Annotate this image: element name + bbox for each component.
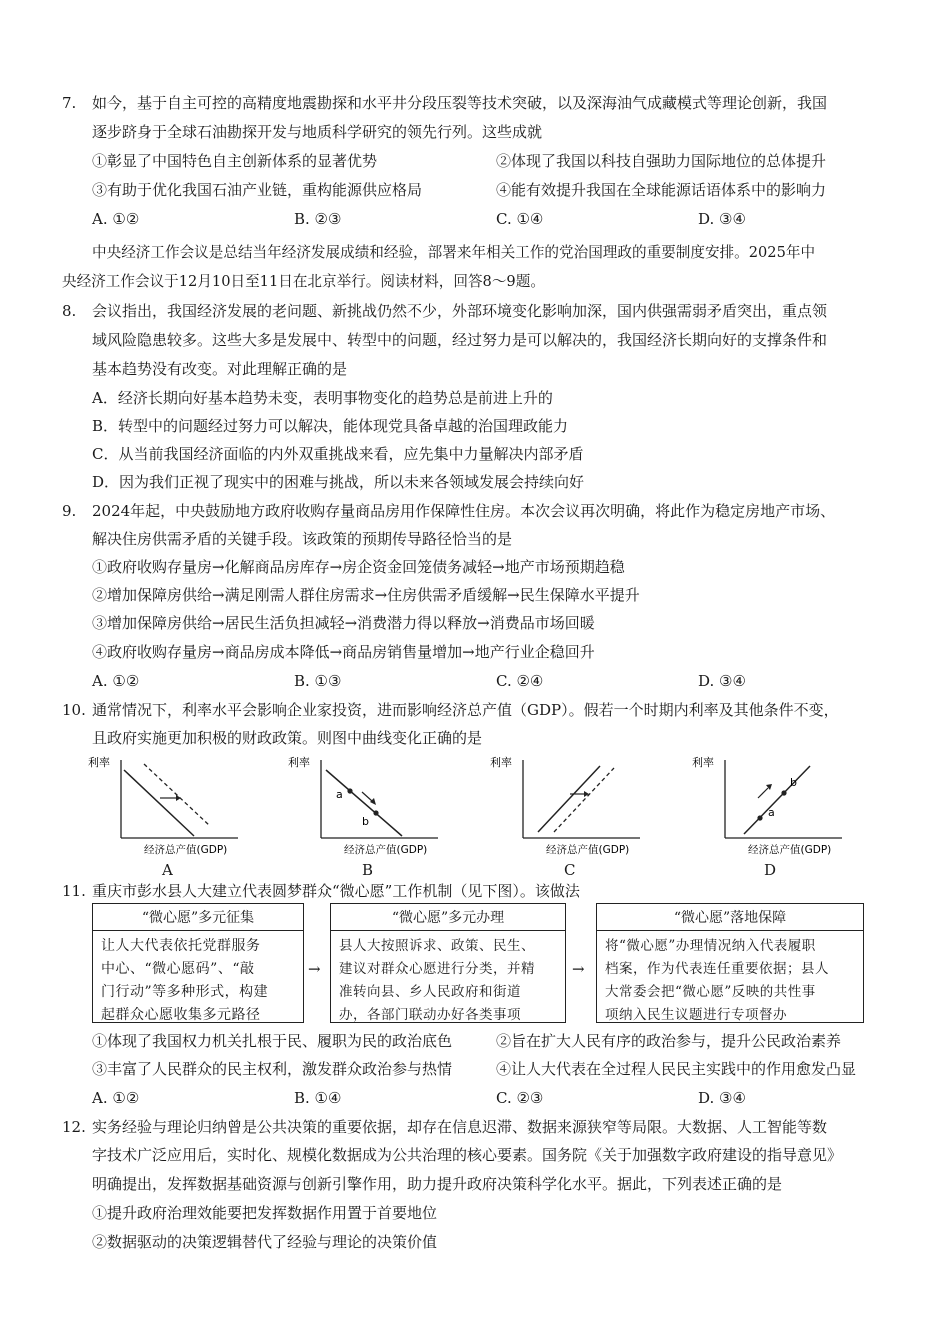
flow-box-handling-line1: 县人大按照诉求、政策、民生、	[339, 938, 535, 954]
flow-arrow-2: →	[572, 960, 585, 978]
q7-choice-c: C. ①④	[496, 210, 544, 228]
q7-stem-line1: 如今，基于自主可控的高精度地震勘探和水平井分段压裂等技术突破，以及深海油气成藏模式等理论创新，我国	[92, 94, 828, 112]
q8-stem-line3: 基本趋势没有改变。对此理解正确的是	[92, 360, 348, 378]
graph-a	[86, 752, 256, 860]
graph-b	[286, 752, 456, 860]
q12-stem-line3: 明确提出，发挥数据基础资源与创新引擎作用，助力提升政府决策科学化水平。据此，下列表述正确的是	[92, 1175, 783, 1193]
graph-b-xlabel: 经济总产值(GDP)	[344, 844, 428, 856]
flow-box-collection-line3: 门行动”等多种形式，构建	[101, 984, 269, 1000]
q11-statement-3: ③丰富了人民群众的民主权利，激发群众政治参与热情	[92, 1060, 453, 1078]
q8-stem-line2: 域风险隐患较多。这些大多是发展中、转型中的问题，经过努力是可以解决的，我国经济长期向好的支撑条件和	[92, 331, 828, 349]
graph-b-move-arrow	[362, 792, 372, 801]
q7-statement-1: ①彰显了中国特色自主创新体系的显著优势	[92, 152, 378, 170]
graph-d-curve	[744, 766, 810, 834]
q12-stem-line1: 实务经验与理论归纳曾是公共决策的重要依据，却存在信息迟滞、数据来源狭窄等局限。大数据、人工智能等数	[92, 1118, 828, 1136]
q9-statement-3: ③增加保障房供给→居民生活负担减轻→消费潜力得以释放→消费品市场回暖	[92, 614, 595, 632]
graph-a-original-curve	[124, 770, 194, 836]
q9-stem-line2: 解决住房供需矛盾的关键手段。该政策的预期传导路径恰当的是	[92, 530, 513, 548]
q7-statement-3: ③有助于优化我国石油产业链，重构能源供应格局	[92, 181, 423, 199]
flow-box-guarantee-line2: 档案，作为代表连任重要依据；县人	[605, 961, 829, 977]
graph-d-point-b	[781, 790, 786, 795]
flow-box-handling-line3: 准转向县、乡人民政府和街道	[339, 984, 521, 1000]
q7-choice-d: D. ③④	[698, 210, 746, 228]
q11-statement-2: ②旨在扩大人民有序的政治参与，提升公民政治素养	[496, 1032, 842, 1050]
graph-b-ylabel: 利率	[288, 756, 310, 769]
q8-choice-b: B．转型中的问题经过努力可以解决，能体现党具备卓越的治国理政能力	[92, 417, 569, 435]
q8-choice-a: A．经济长期向好基本趋势未变，表明事物变化的趋势总是前进上升的	[92, 389, 553, 407]
graph-d-point-a	[757, 815, 762, 820]
q9-choice-b: B. ①③	[294, 672, 342, 690]
graph-b-arrowhead	[370, 798, 376, 805]
q11-statement-1: ①体现了我国权力机关扎根于民、履职为民的政治底色	[92, 1032, 453, 1050]
q11-choice-d: D. ③④	[698, 1089, 746, 1107]
q11-choice-b: B. ①④	[294, 1089, 342, 1107]
q10-stem-line2: 且政府实施更加积极的财政政策。则图中曲线变化正确的是	[92, 729, 483, 747]
flow-box-collection-line2: 中心、“微心愿码”、“敲	[101, 961, 255, 977]
graph-d-move-arrow	[758, 788, 768, 798]
flow-box-guarantee	[596, 903, 864, 1023]
q8-choice-c: C．从当前我国经济面临的内外双重挑战来看，应先集中力量解决内部矛盾	[92, 445, 584, 463]
flow-box-handling	[330, 903, 566, 1023]
graph-d-label-a: a	[768, 806, 775, 819]
q11-number: 11.	[62, 882, 86, 900]
q8-stem-line1: 会议指出，我国经济发展的老问题、新挑战仍然不少，外部环境变化影响加深，国内供强需弱矛盾突出，重点领	[92, 302, 828, 320]
flow-arrow-1: →	[308, 960, 321, 978]
q8-number: 8.	[62, 302, 77, 320]
q11-choice-c: C. ②③	[496, 1089, 544, 1107]
graph-a-xlabel: 经济总产值(GDP)	[144, 844, 228, 856]
q10-number: 10.	[62, 701, 86, 719]
graph-b-point-b	[373, 810, 378, 815]
graph-d-caption: D	[764, 861, 777, 879]
q7-statement-4: ④能有效提升我国在全球能源话语体系中的影响力	[496, 181, 827, 199]
q9-statement-4: ④政府收购存量房→商品房成本降低→商品房销售量增加→地产行业企稳回升	[92, 643, 595, 661]
q9-statement-2: ②增加保障房供给→满足刚需人群住房需求→住房供需矛盾缓解→民生保障水平提升	[92, 586, 640, 604]
q7-choice-a: A. ①②	[92, 210, 140, 228]
graph-d-xlabel: 经济总产值(GDP)	[748, 844, 832, 856]
flow-box-collection-title: “微心愿”多元征集	[93, 904, 303, 931]
q12-number: 12.	[62, 1118, 86, 1136]
q9-number: 9.	[62, 502, 77, 520]
q9-choice-c: C. ②④	[496, 672, 544, 690]
graph-d	[690, 752, 860, 860]
flow-box-guarantee-title: “微心愿”落地保障	[597, 904, 863, 931]
graph-a-arrowhead	[176, 795, 181, 801]
q12-statement-1: ①提升政府治理效能要把发挥数据作用置于首要地位	[92, 1204, 438, 1222]
graph-c-ylabel: 利率	[490, 756, 512, 769]
flow-box-handling-line4: 办，各部门联动办好各类事项	[339, 1007, 521, 1023]
q9-statement-1: ①政府收购存量房→化解商品房库存→房企资金回笼债务减轻→地产市场预期趋稳	[92, 558, 625, 576]
graph-b-caption: B	[362, 861, 374, 879]
graph-b-label-b: b	[362, 815, 369, 828]
graph-c-original-curve	[538, 766, 600, 832]
flow-box-guarantee-line3: 大常委会把“微心愿”反映的共性事	[605, 984, 816, 1000]
q7-number: 7.	[62, 94, 77, 112]
graph-b-point-a	[347, 788, 352, 793]
flow-box-collection	[92, 903, 304, 1023]
q12-statement-2: ②数据驱动的决策逻辑替代了经验与理论的决策价值	[92, 1233, 438, 1251]
q9-stem-line1: 2024年起，中央鼓励地方政府收购存量商品房用作保障性住房。本次会议再次明确，将此作为稳定房地产市场、	[92, 502, 836, 520]
graph-a-ylabel: 利率	[88, 756, 110, 769]
q11-statement-4: ④让人大代表在全过程人民民主实践中的作用愈发凸显	[496, 1060, 857, 1078]
material-intro-line2: 央经济工作会议于12月10日至11日在北京举行。阅读材料，回答8～9题。	[62, 273, 545, 290]
flow-box-guarantee-line1: 将“微心愿”办理情况纳入代表履职	[605, 938, 816, 954]
q11-stem: 重庆市彭水县人大建立代表圆梦群众“微心愿”工作机制（见下图）。该做法	[92, 882, 580, 900]
flow-box-guarantee-line4: 项纳入民生议题进行专项督办	[605, 1007, 787, 1023]
q9-choice-a: A. ①②	[92, 672, 140, 690]
flow-box-collection-line1: 让人大代表依托党群服务	[101, 938, 261, 954]
graph-a-shifted-curve	[144, 764, 210, 826]
q7-statement-2: ②体现了我国以科技自强助力国际地位的总体提升	[496, 152, 827, 170]
q11-choice-a: A. ①②	[92, 1089, 140, 1107]
material-intro-line1: 中央经济工作会议是总结当年经济发展成绩和经验，部署来年相关工作的党治国理政的重要制度安排。2025年中	[92, 244, 816, 261]
graph-a-caption: A	[162, 861, 173, 879]
q7-stem-line2: 逐步跻身于全球石油勘探开发与地质科学研究的领先行列。这些成就	[92, 123, 543, 141]
graph-c-shifted-curve	[554, 768, 614, 832]
graph-d-label-b: b	[790, 776, 797, 789]
q8-choice-d: D．因为我们正视了现实中的困难与挑战，所以未来各领域发展会持续向好	[92, 473, 585, 491]
flow-box-handling-line2: 建议对群众心愿进行分类，并精	[339, 961, 535, 977]
graph-d-ylabel: 利率	[692, 756, 714, 769]
graph-b-label-a: a	[336, 788, 343, 801]
q9-choice-d: D. ③④	[698, 672, 746, 690]
graph-c-xlabel: 经济总产值(GDP)	[546, 844, 630, 856]
flow-box-handling-title: “微心愿”多元办理	[331, 904, 565, 931]
graph-c-caption: C	[564, 861, 576, 879]
q7-choice-b: B. ②③	[294, 210, 342, 228]
q10-stem-line1: 通常情况下，利率水平会影响企业家投资，进而影响经济总产值（GDP）。假若一个时期内利率及其他条件不变，	[92, 701, 839, 719]
flow-box-collection-line4: 起群众心愿收集多元路径	[101, 1007, 261, 1023]
graph-c	[488, 752, 658, 860]
q12-stem-line2: 字技术广泛应用后，实时化、规模化数据成为公共治理的核心要素。国务院《关于加强数字政府建设的指导意见》	[92, 1146, 843, 1164]
